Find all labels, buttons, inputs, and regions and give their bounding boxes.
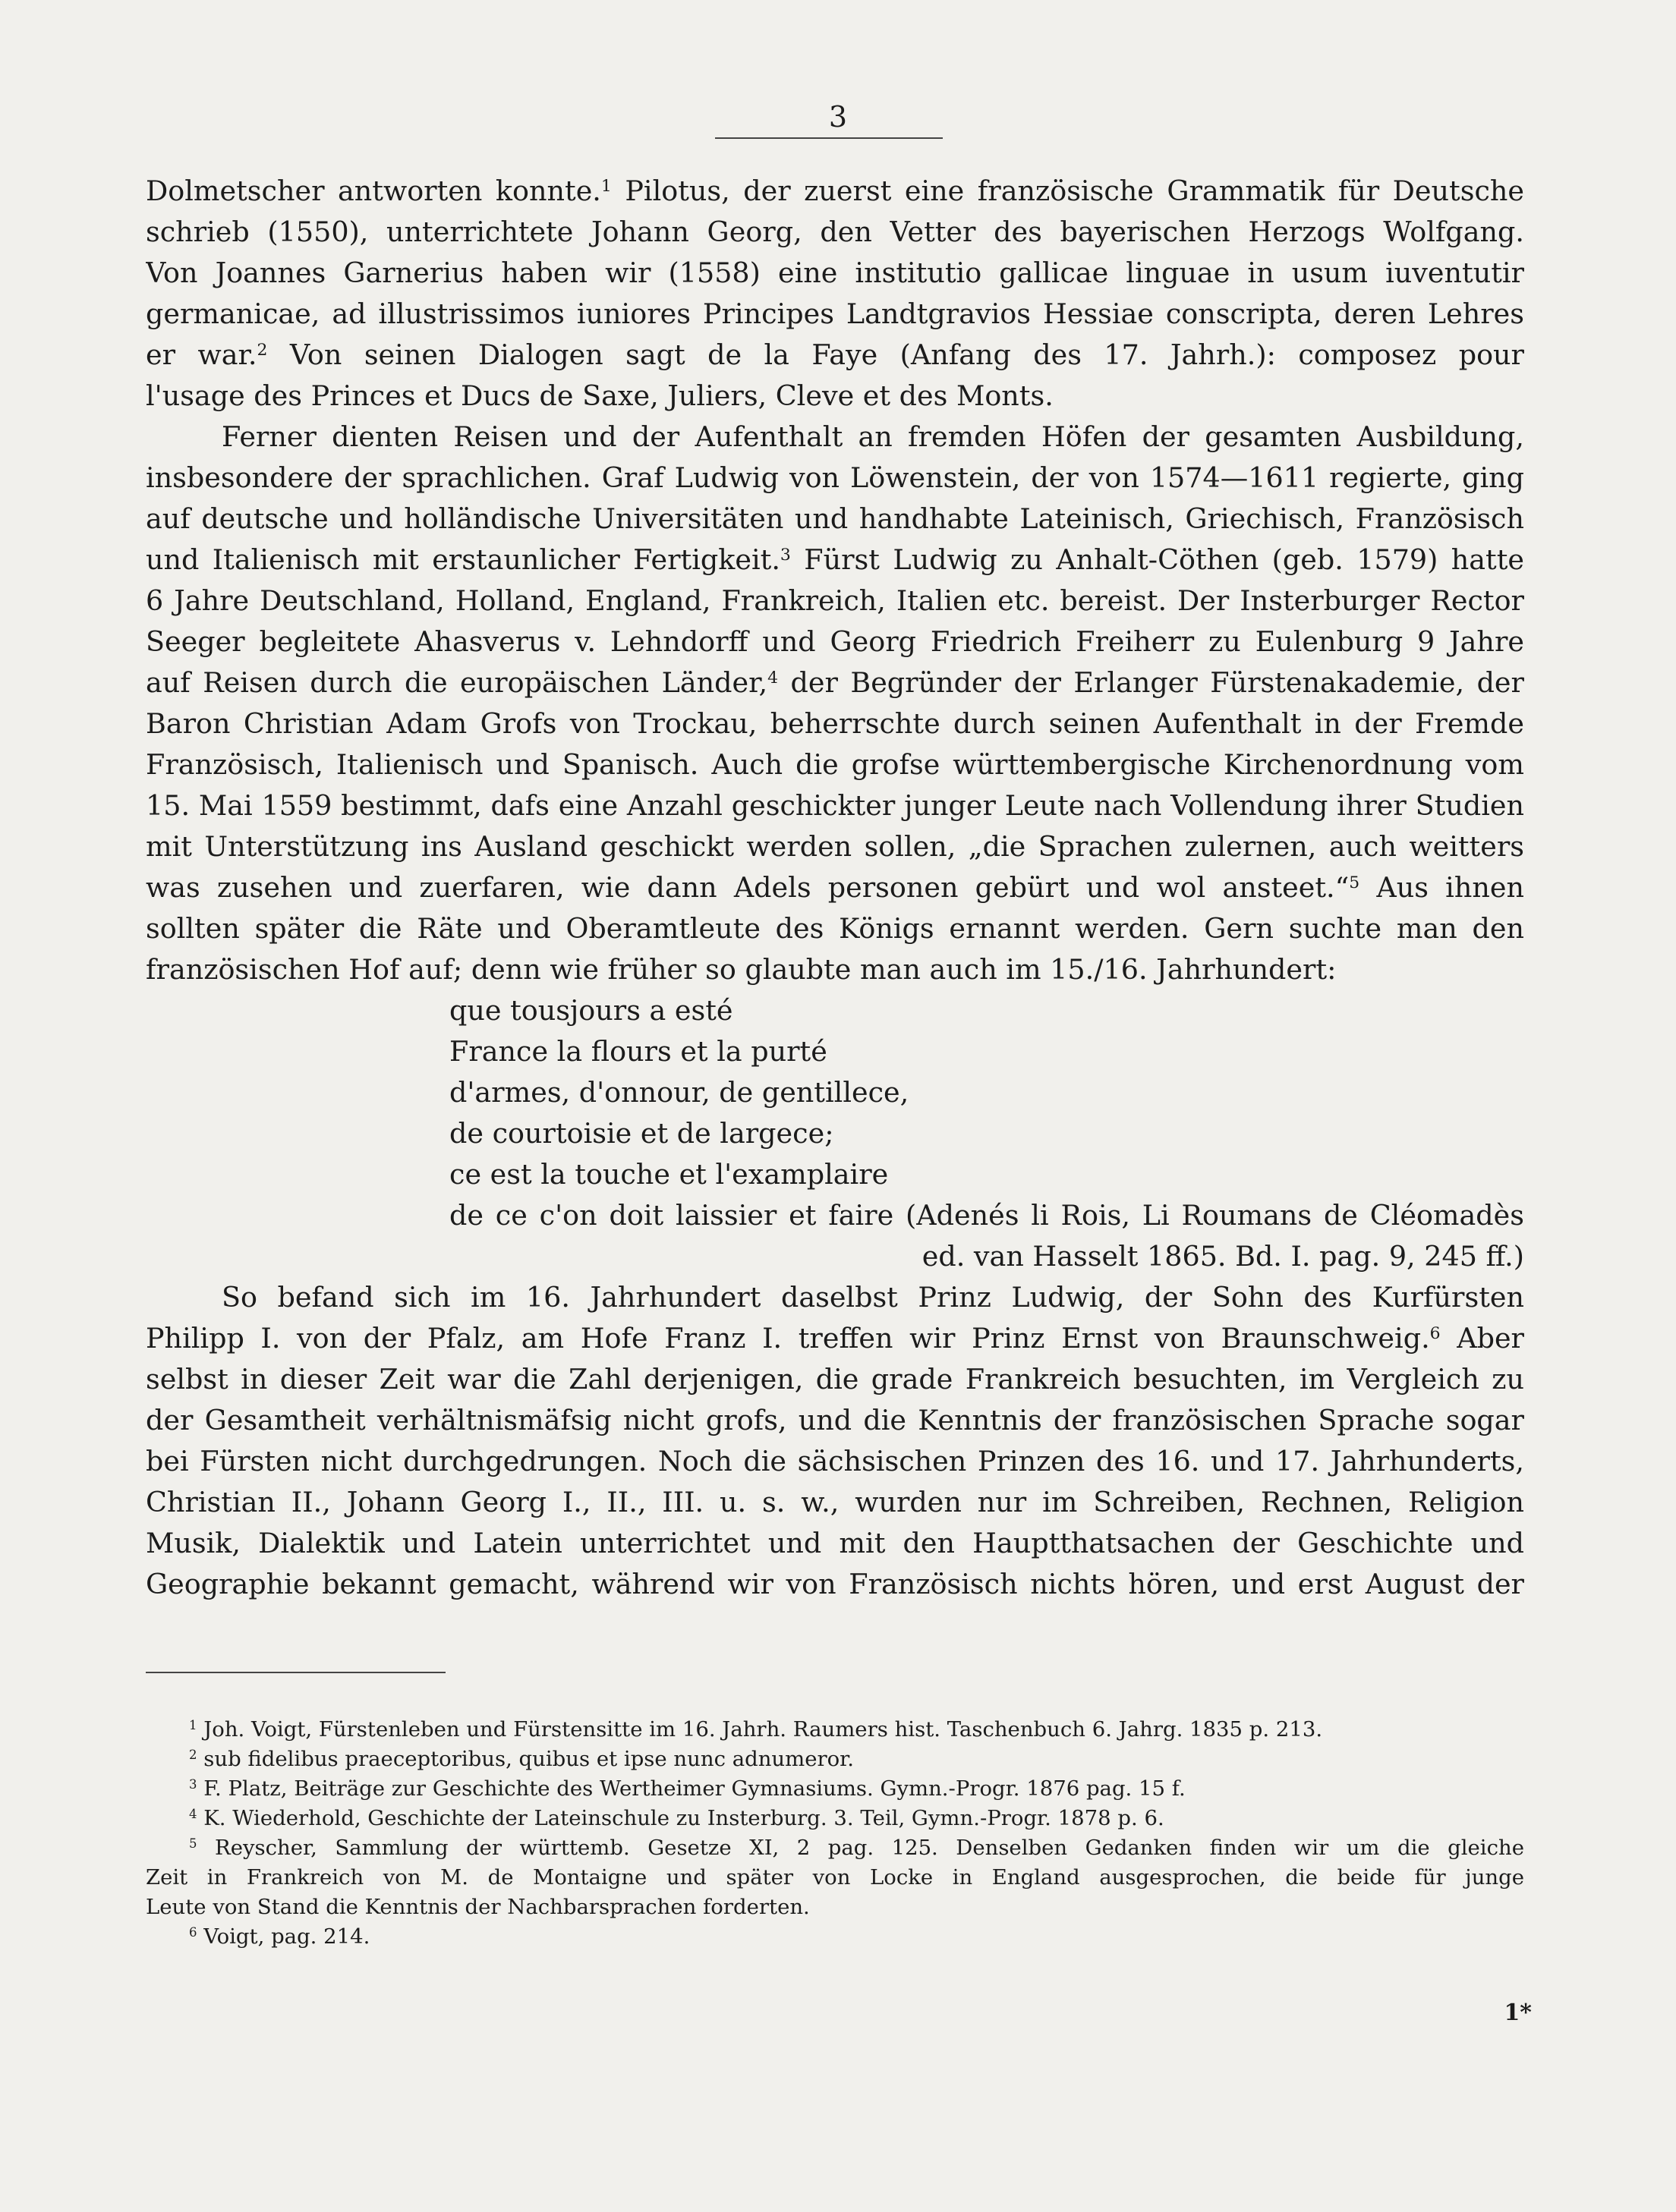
text-line: Musik, Dialektik und Latein unterrichtet und mit den Hauptthatsachen der Geschichte und xyxy=(146,1527,1524,1559)
signature-mark: 1* xyxy=(1504,2000,1532,2026)
verse-line: d'armes, d'onnour, de gentillece, xyxy=(449,1076,909,1109)
footnote-ref: 3 xyxy=(780,545,791,565)
footnote: $^4$ K. Wiederhold, Geschichte der Lateinschule zu Insterburg. 3. Teil, Gymn.-Progr. 1878 p. 6. xyxy=(189,1806,1164,1830)
paragraph-block-1 xyxy=(146,171,1524,990)
footnote-number: 2 xyxy=(189,1747,197,1762)
footnote-ref: 6 xyxy=(1429,1323,1441,1343)
footnote: $^3$ F. Platz, Beiträge zur Geschichte des Wertheimer Gymnasiums. Gymn.-Progr. 1876 pag. 15 f. xyxy=(189,1776,1186,1801)
text-line: insbesondere der sprachlichen. Graf Ludwig von Löwenstein, der von 1574—1611 regierte, ging xyxy=(146,461,1524,494)
text-line: Geographie bekannt gemacht, während wir von Französisch nichts hören, und erst August der xyxy=(146,1568,1524,1600)
verse-line: de ce c'on doit laissier et faire (Adenés li Rois, Li Roumans de Cléomadès xyxy=(449,1199,1524,1232)
text-line: auf Reisen durch die europäischen Länder,$^4$ der Begründer der Erlanger Fürstenakademie, der xyxy=(146,666,1524,699)
text-line: er war.$^2$ Von seinen Dialogen sagt de la Faye (Anfang des 17. Jahrh.): composez pour xyxy=(146,338,1524,371)
footnote-number: 1 xyxy=(189,1717,197,1732)
text-line: und Italienisch mit erstaunlicher Fertigkeit.$^3$ Fürst Ludwig zu Anhalt-Cöthen (geb. 1579) hatte xyxy=(146,543,1524,576)
text-line: Philipp I. von der Pfalz, am Hofe Franz I. treffen wir Prinz Ernst von Braunschweig.$^6$ Aber xyxy=(146,1322,1524,1355)
paragraph-block-2 xyxy=(146,1277,1524,1605)
text-line: der Gesamtheit verhältnismäfsig nicht grofs, und die Kenntnis der französischen Sprache sogar xyxy=(146,1404,1524,1436)
footnote-ref: 5 xyxy=(1349,873,1360,892)
text-line: schrieb (1550), unterrichtete Johann Georg, den Vetter des bayerischen Herzogs Wolfgang. xyxy=(146,216,1524,248)
footnote: Leute von Stand die Kenntnis der Nachbarsprachen forderten. xyxy=(146,1895,810,1919)
text-line: 15. Mai 1559 bestimmt, dafs eine Anzahl geschickter junger Leute nach Vollendung ihrer Studien xyxy=(146,789,1524,822)
footnote-number: 6 xyxy=(189,1924,197,1940)
text-line: So befand sich im 16. Jahrhundert daselbst Prinz Ludwig, der Sohn des Kurfürsten xyxy=(222,1281,1524,1314)
text-line: französischen Hof auf; denn wie früher so glaubte man auch im 15./16. Jahrhundert: xyxy=(146,953,1337,986)
page-number: 3 xyxy=(828,100,848,134)
footnote-number: 4 xyxy=(189,1806,197,1821)
text-line: sollten später die Räte und Oberamtleute des Königs ernannt werden. Gern suchte man den xyxy=(146,912,1524,945)
verse-line: ce est la touche et l'examplaire xyxy=(449,1158,889,1191)
verse-quotation xyxy=(146,990,1524,1277)
text-line: Französisch, Italienisch und Spanisch. Auch die grofse württembergische Kirchenordnung vom xyxy=(146,748,1524,781)
footnote-number: 3 xyxy=(189,1776,197,1792)
text-line: Baron Christian Adam Grofs von Trockau, beherrschte durch seinen Aufenthalt in der Fremde xyxy=(146,707,1524,740)
verse-line: France la flours et la purté xyxy=(449,1035,827,1068)
text-line: l'usage des Princes et Ducs de Saxe, Juliers, Cleve et des Monts. xyxy=(146,379,1054,412)
text-line: Christian II., Johann Georg I., II., III. u. s. w., wurden nur im Schreiben, Rechnen, Religion xyxy=(146,1486,1524,1518)
text-line: germanicae, ad illustrissimos iuniores Principes Landtgravios Hessiae conscripta, deren Lehres xyxy=(146,297,1524,330)
text-line: auf deutsche und holländische Universitäten und handhabte Lateinisch, Griechisch, Französisch xyxy=(146,502,1524,535)
text-line: 6 Jahre Deutschland, Holland, England, Frankreich, Italien etc. bereist. Der Insterburger Rector xyxy=(146,584,1524,617)
main-text xyxy=(146,171,1524,1605)
text-line: Ferner dienten Reisen und der Aufenthalt an fremden Höfen der gesamten Ausbildung, xyxy=(222,420,1524,453)
header-rule xyxy=(715,137,943,139)
footnote: $^6$ Voigt, pag. 214. xyxy=(189,1924,370,1949)
footnote: $^1$ Joh. Voigt, Fürstenleben und Fürstensitte im 16. Jahrh. Raumers hist. Taschenbuch 6. Jahrg. 1835 p. 213. xyxy=(189,1717,1323,1742)
text-line: bei Fürsten nicht durchgedrungen. Noch die sächsischen Prinzen des 16. und 17. Jahrhunderts, xyxy=(146,1445,1524,1477)
text-line: Seeger begleitete Ahasverus v. Lehndorff und Georg Friedrich Freiherr zu Eulenburg 9 Jahre xyxy=(146,625,1524,658)
text-line: Dolmetscher antworten konnte.$^1$ Pilotus, der zuerst eine französische Grammatik für Deutsche xyxy=(146,175,1524,207)
footnote-ref: 1 xyxy=(600,176,612,196)
footnote-ref: 4 xyxy=(767,668,779,688)
verse-line: ed. van Hasselt 1865. Bd. I. pag. 9, 245 ff.) xyxy=(921,1240,1524,1273)
footnote-number: 5 xyxy=(189,1836,197,1851)
footnote: $^5$ Reyscher, Sammlung der württemb. Gesetze XI, 2 pag. 125. Denselben Gedanken finden wir um die gleiche xyxy=(189,1836,1524,1860)
text-line: selbst in dieser Zeit war die Zahl derjenigen, die grade Frankreich besuchten, im Vergleich zu xyxy=(146,1363,1524,1395)
text-line: Von Joannes Garnerius haben wir (1558) eine institutio gallicae linguae in usum iuventutir xyxy=(146,256,1524,289)
footnote: Zeit in Frankreich von M. de Montaigne und später von Locke in England ausgesprochen, die beide für junge xyxy=(146,1865,1524,1889)
footnote: $^2$ sub fidelibus praeceptoribus, quibus et ipse nunc adnumeror. xyxy=(189,1747,855,1771)
text-line: mit Unterstützung ins Ausland geschickt werden sollen, „die Sprachen zulernen, auch weitters xyxy=(146,830,1524,863)
footnote-ref: 2 xyxy=(257,340,268,360)
text-line: was zusehen und zuerfaren, wie dann Adels personen gebürt und wol ansteet.“$^5$ Aus ihnen xyxy=(146,871,1524,904)
verse-line: de courtoisie et de largece; xyxy=(449,1117,834,1150)
footnotes xyxy=(146,1715,1524,1952)
footnote-rule xyxy=(146,1672,446,1673)
verse-line: que tousjours a esté xyxy=(449,994,733,1027)
